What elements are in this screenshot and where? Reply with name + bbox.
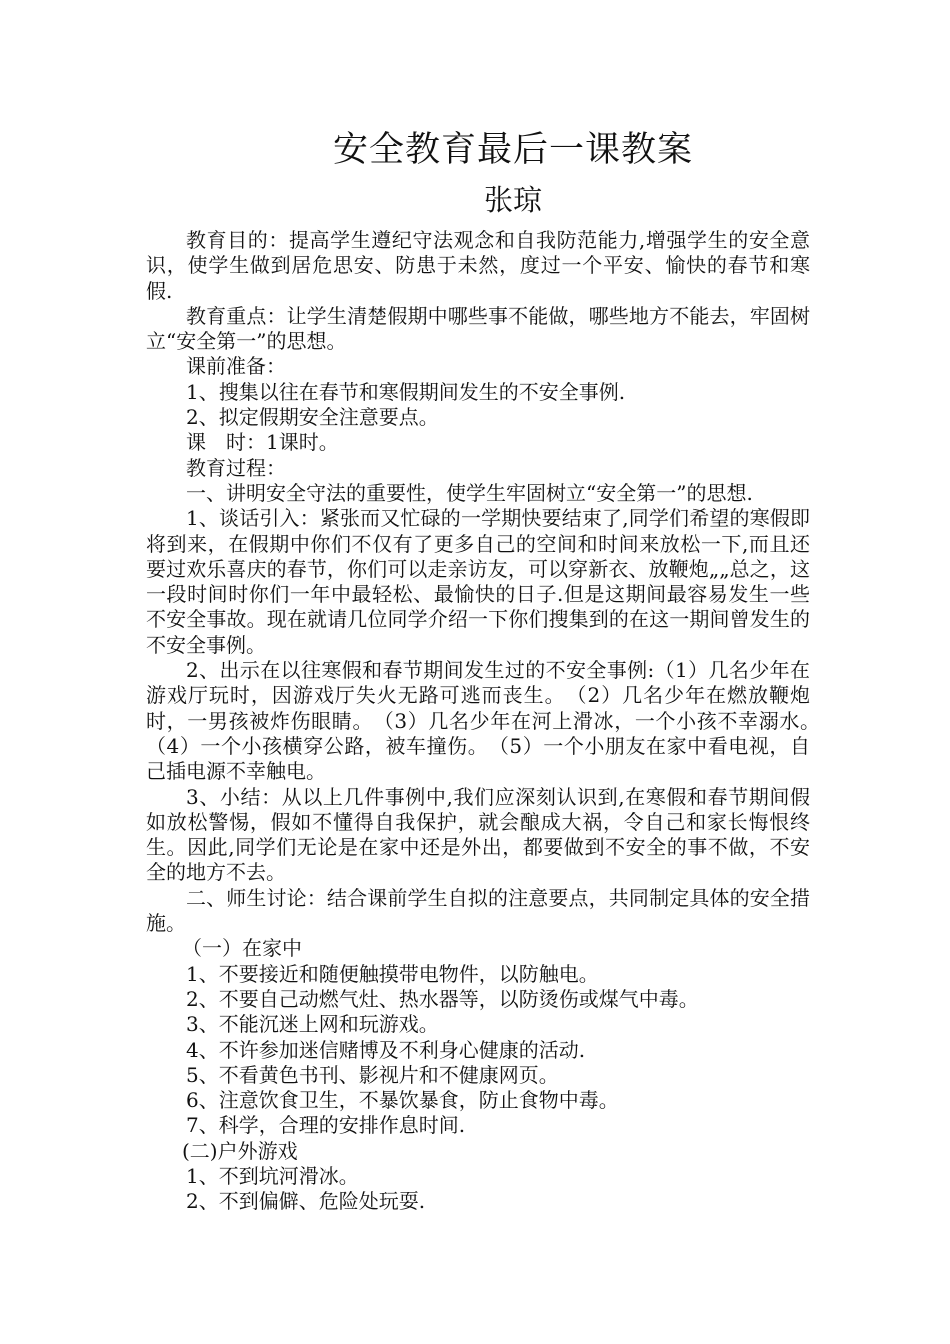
paragraph-examples: 2、出示在以往寒假和春节期间发生过的不安全事例:（1）几名少年在游戏厅玩时，因游戏厅失火无路可逃而丧生。 （2）几名少年在燃放鞭炮时，一男孩被炸伤眼睛。 （3）几名少年在河上滑冰，一个小孩不幸溺水。 （4）一个小孩横穿公路，被车撞伤。 （5）一个小朋友在家中看电视，自己插电源不幸触电。 bbox=[146, 658, 830, 784]
paragraph-focus: 教育重点：让学生清楚假期中哪些事不能做，哪些地方不能去，牢固树立“安全第一”的思想。 bbox=[146, 303, 810, 354]
list-item: 2、不到偏僻、危险处玩耍. bbox=[186, 1189, 426, 1214]
paragraph-preparation-item: 2、拟定假期安全注意要点。 bbox=[186, 405, 439, 430]
paragraph-intro: 1、谈话引入：紧张而又忙碌的一学期快要结束了,同学们希望的寒假即将到来，在假期中你们不仅有了更多自己的空间和时间来放松一下,而且还要过欢乐喜庆的春节，你们可以走亲访友，可以穿新衣、放鞭炮„„总之，这一段时间时你们一年中最轻松、最愉快的日子.但是这期间最容易发生一些不安全事故。现在就请几位同学介绍一下你们搜集到的在这一期间曾发生的不安全事例。 bbox=[146, 506, 810, 657]
paragraph-preparation-heading: 课前准备： bbox=[186, 354, 286, 379]
paragraph-class-hours: 课 时：1课时。 bbox=[186, 430, 339, 455]
paragraph-summary: 3、小结：从以上几件事例中,我们应深刻认识到,在寒假和春节期间假如放松警惕，假如不懂得自我保护，就会酿成大祸，令自己和家长悔恨终生。因此,同学们无论是在家中还是外出，都要做到不安全的事不做，不安全的地方不去。 bbox=[146, 784, 810, 885]
paragraph-subsection-outdoor: (二)户外游戏 bbox=[182, 1138, 298, 1163]
document-author: 张琼 bbox=[483, 183, 542, 217]
list-item: 5、不看黄色书刊、影视片和不健康网页。 bbox=[186, 1062, 559, 1087]
paragraph-process-heading: 教育过程： bbox=[186, 455, 286, 480]
paragraph-section-one: 一、讲明安全守法的重要性，使学生牢固树立“安全第一”的思想. bbox=[186, 480, 753, 505]
document-body bbox=[146, 228, 830, 1215]
paragraph-purpose: 教育目的：提高学生遵纪守法观念和自我防范能力,增强学生的安全意识，使学生做到居危思安、防患于未然，度过一个平安、愉快的春节和寒假. bbox=[146, 228, 810, 303]
document-title: 安全教育最后一课教案 bbox=[332, 130, 693, 170]
document-page bbox=[146, 126, 830, 1215]
list-item: 7、科学，合理的安排作息时间. bbox=[186, 1113, 466, 1138]
list-item: 6、注意饮食卫生，不暴饮暴食，防止食物中毒。 bbox=[186, 1088, 619, 1113]
paragraph-section-two: 二、师生讨论：结合课前学生自拟的注意要点，共同制定具体的安全措施。 bbox=[146, 885, 810, 936]
paragraph-preparation-item: 1、搜集以往在春节和寒假期间发生的不安全事例. bbox=[186, 379, 626, 404]
paragraph-subsection-home: （一）在家中 bbox=[182, 936, 302, 961]
list-item: 4、不许参加迷信赌博及不利身心健康的活动. bbox=[186, 1037, 586, 1062]
list-item: 3、不能沉迷上网和玩游戏。 bbox=[186, 1012, 439, 1037]
list-item: 2、不要自己动燃气灶、热水器等，以防烫伤或煤气中毒。 bbox=[186, 986, 699, 1011]
list-item: 1、不要接近和随便触摸带电物件，以防触电。 bbox=[186, 961, 599, 986]
list-item: 1、不到坑河滑冰。 bbox=[186, 1163, 359, 1188]
